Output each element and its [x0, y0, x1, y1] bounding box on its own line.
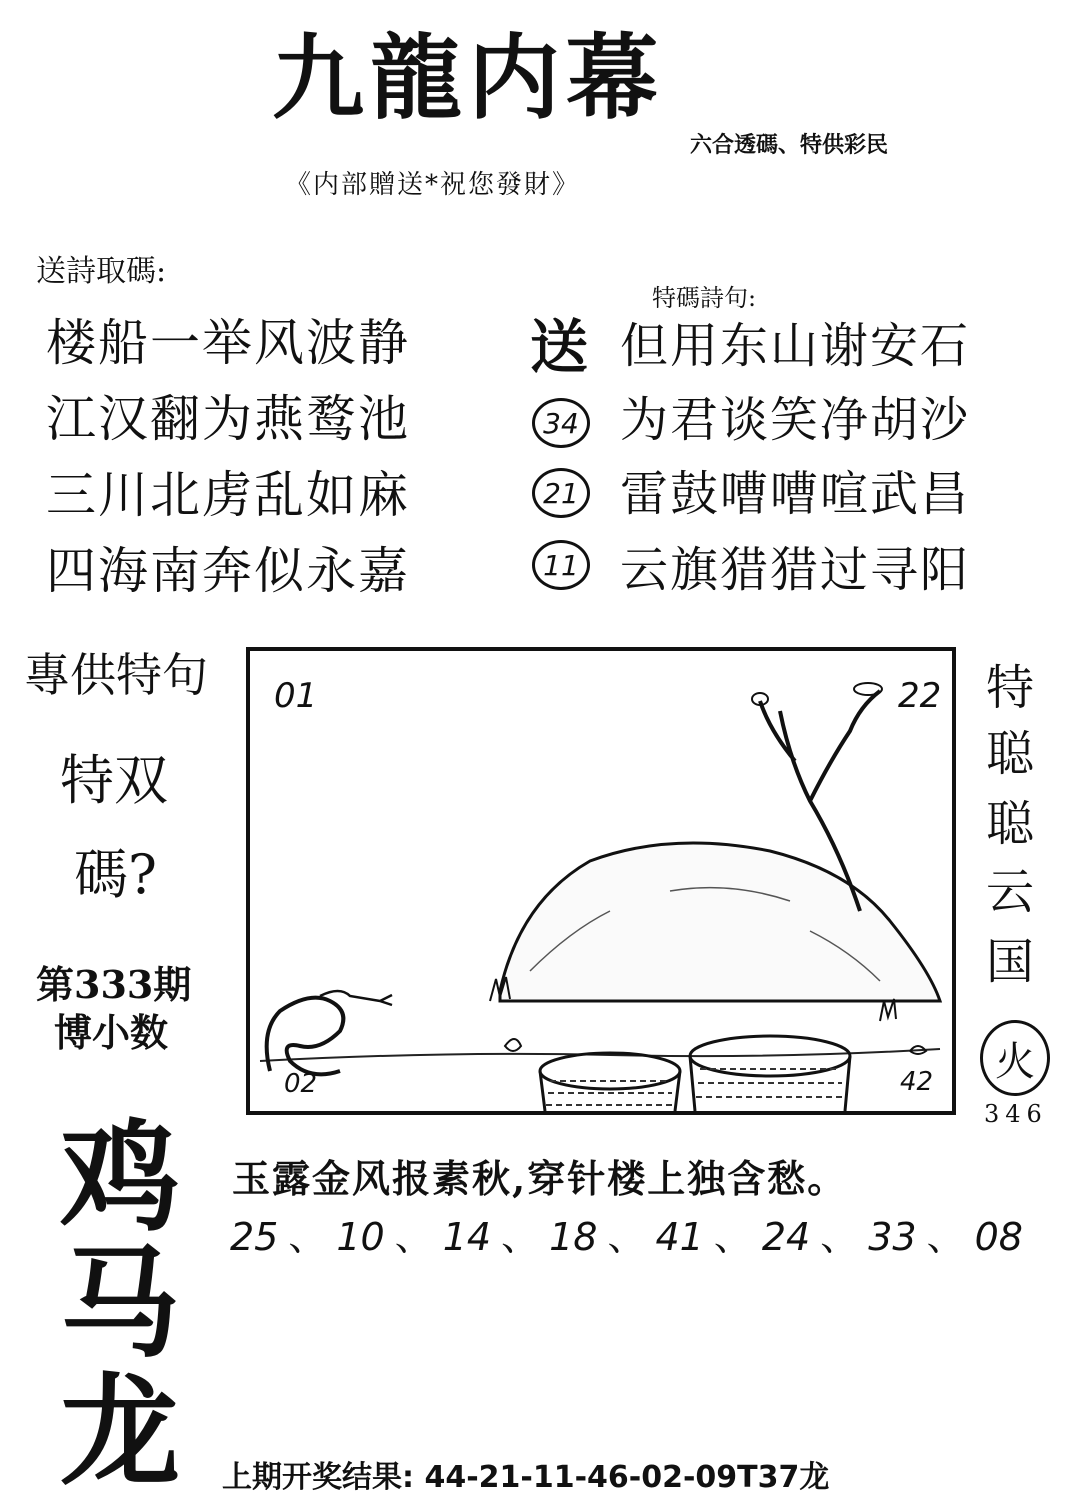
page-title: 九龍内幕 — [272, 24, 665, 132]
special-phrase-label: 專供特句 — [24, 648, 208, 702]
rock — [500, 843, 940, 1001]
bottom-number: 25 — [230, 1215, 279, 1259]
illustration-number-top-left: 01 — [274, 676, 318, 716]
snake — [267, 998, 344, 1075]
poem-label: 送詩取碼: — [36, 254, 167, 289]
circled-number-1: 34 — [532, 398, 590, 448]
right-char-1: 特 — [986, 660, 1035, 716]
basket-left — [540, 1053, 680, 1111]
bottom-number: 24 — [761, 1215, 811, 1259]
bottom-number: 08 — [974, 1215, 1023, 1259]
special-verse-line-1: 但用东山谢安石 — [620, 318, 971, 374]
right-char-3: 聪 — [986, 796, 1035, 852]
bottom-number-row: 25 、 10 、 14 、 18 、 41 、 24 、 33 、 08 — [230, 1215, 1023, 1259]
illustration-number-bottom-right: 42 — [900, 1067, 934, 1097]
zodiac-horse: 马 — [60, 1233, 180, 1374]
poem-line-2: 江汉翻为燕鹜池 — [46, 390, 410, 448]
song-char: 送 — [530, 313, 589, 381]
fire-element-circle: 火 — [980, 1020, 1050, 1096]
right-char-5: 国 — [986, 934, 1035, 990]
small-numbers: 346 — [984, 1100, 1048, 1128]
poem-line-1: 楼船一举风波静 — [46, 314, 410, 372]
special-verse-line-2: 为君谈笑净胡沙 — [620, 392, 971, 448]
bottom-number: 10 — [336, 1215, 385, 1259]
tagline: 六合透碼、特供彩民 — [690, 132, 889, 158]
circled-number-3: 11 — [532, 540, 590, 590]
code-question-label: 碼? — [74, 843, 157, 906]
illustration-number-bottom-left: 02 — [284, 1069, 318, 1099]
zodiac-chicken: 鸡 — [60, 1107, 180, 1248]
special-double-label: 特双 — [60, 749, 168, 812]
poem-line-4: 四海南奔似永嘉 — [46, 542, 410, 600]
bottom-number: 41 — [655, 1215, 704, 1259]
special-verse-line-3: 雷鼓嘈嘈喧武昌 — [620, 466, 971, 522]
poem-line-3: 三川北虏乱如麻 — [46, 466, 410, 524]
right-char-2: 聪 — [986, 726, 1035, 782]
period-label: 第333期 — [36, 962, 192, 1007]
bottom-number: 33 — [868, 1215, 917, 1259]
small-bet-label: 博小数 — [54, 1010, 169, 1055]
special-verse-line-4: 云旗猎猎过寻阳 — [620, 542, 971, 598]
bottom-number: 14 — [442, 1215, 492, 1259]
bottom-verse: 玉露金风报素秋,穿针楼上独含愁。 — [232, 1156, 848, 1201]
subtitle: 《内部贈送*祝您發財》 — [285, 170, 581, 200]
illustration-frame — [246, 647, 956, 1115]
right-char-4: 云 — [986, 864, 1035, 920]
zodiac-dragon: 龙 — [60, 1361, 180, 1502]
last-result: 上期开奖结果: 44-21-11-46-02-09T37龙 — [222, 1460, 830, 1495]
bottom-number: 18 — [549, 1215, 598, 1259]
circled-number-2: 21 — [532, 468, 590, 518]
basket-right — [690, 1036, 850, 1111]
illustration-number-top-right: 22 — [898, 676, 942, 716]
riddle-illustration — [250, 651, 952, 1111]
special-verse-label: 特碼詩句: — [652, 284, 757, 312]
